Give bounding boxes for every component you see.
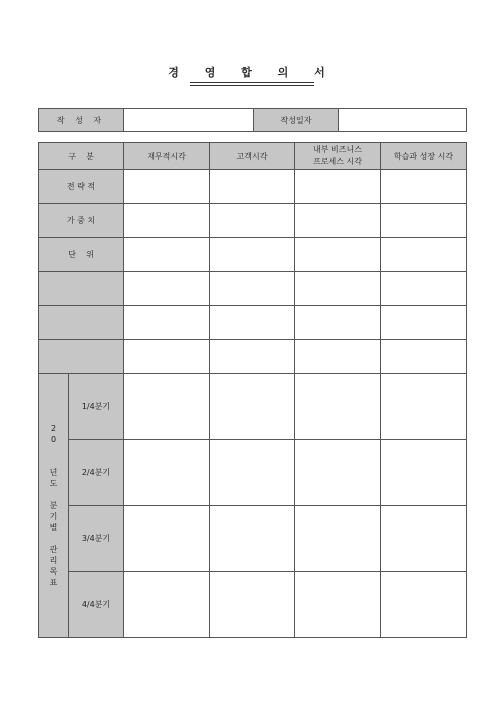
cell[interactable] (381, 238, 467, 272)
cell[interactable] (210, 170, 295, 204)
cell[interactable] (124, 374, 210, 440)
cell[interactable] (381, 306, 467, 340)
cell[interactable] (295, 572, 381, 638)
table-row (39, 374, 467, 440)
title-underline-top (190, 82, 314, 83)
cell[interactable] (295, 272, 381, 306)
quarter-label-q1: 1/4분기 (69, 374, 124, 440)
date-label: 작성일자 (254, 109, 339, 132)
cell[interactable] (381, 340, 467, 374)
header-customer: 고객시각 (210, 143, 295, 170)
quarterly-side-label (39, 374, 69, 638)
document-title: 경 영 합 의 서 (168, 66, 336, 79)
table-row (39, 170, 467, 204)
side-char: 리 (49, 556, 58, 565)
cell[interactable] (295, 170, 381, 204)
cell[interactable] (210, 572, 295, 638)
cell[interactable] (124, 340, 210, 374)
cell[interactable] (295, 506, 381, 572)
header-internal-process (295, 143, 381, 170)
quarter-label-q3: 3/4분기 (69, 506, 124, 572)
row-label-blank (39, 340, 124, 374)
cell[interactable] (124, 204, 210, 238)
cell[interactable] (381, 572, 467, 638)
cell[interactable] (381, 374, 467, 440)
cell[interactable] (295, 238, 381, 272)
quarter-label-q4: 4/4분기 (69, 572, 124, 638)
table-row (39, 506, 467, 572)
side-char: 별 (49, 523, 58, 532)
cell[interactable] (210, 440, 295, 506)
table-row (39, 238, 467, 272)
date-field[interactable] (339, 109, 467, 132)
management-agreement-table (38, 142, 467, 638)
cell[interactable] (295, 440, 381, 506)
table-row (39, 306, 467, 340)
header-learning-growth: 학습과 성장 시각 (381, 143, 467, 170)
row-label-unit: 단 위 (39, 238, 124, 272)
cell[interactable] (381, 272, 467, 306)
side-char: 관 (49, 545, 58, 554)
quarter-label-q2: 2/4분기 (69, 440, 124, 506)
cell[interactable] (210, 272, 295, 306)
row-label-blank (39, 272, 124, 306)
header-financial: 재무적시각 (124, 143, 210, 170)
cell[interactable] (295, 340, 381, 374)
table-row (39, 440, 467, 506)
header-internal-line1: 내부 비즈니스 (313, 145, 362, 154)
header-internal-line2: 프로세스 시각 (313, 157, 362, 166)
cell[interactable] (124, 440, 210, 506)
side-char: 기 (49, 512, 58, 521)
table-row (39, 572, 467, 638)
author-field[interactable] (124, 109, 254, 132)
cell[interactable] (381, 204, 467, 238)
side-char: 도 (49, 479, 58, 488)
side-char: 0 (50, 435, 57, 444)
table-row (39, 204, 467, 238)
cell[interactable] (210, 238, 295, 272)
side-char: 년 (49, 468, 58, 477)
row-label-blank (39, 306, 124, 340)
cell[interactable] (381, 170, 467, 204)
cell[interactable] (124, 306, 210, 340)
title-underline-bottom (190, 85, 314, 86)
cell[interactable] (381, 506, 467, 572)
side-char: 목 (49, 567, 58, 576)
cell[interactable] (210, 340, 295, 374)
row-label-strategic: 전 략 적 (39, 170, 124, 204)
table-row (39, 340, 467, 374)
row-label-weight: 가 중 치 (39, 204, 124, 238)
cell[interactable] (295, 306, 381, 340)
side-char: 2 (50, 424, 57, 433)
cell[interactable] (124, 506, 210, 572)
cell[interactable] (210, 204, 295, 238)
cell[interactable] (210, 374, 295, 440)
author-table (38, 108, 467, 132)
cell[interactable] (295, 374, 381, 440)
header-category: 구 분 (39, 143, 124, 170)
side-char: 표 (49, 578, 58, 587)
cell[interactable] (210, 306, 295, 340)
cell[interactable] (381, 440, 467, 506)
cell[interactable] (124, 572, 210, 638)
cell[interactable] (210, 506, 295, 572)
author-label: 작 성 자 (39, 109, 124, 132)
cell[interactable] (295, 204, 381, 238)
cell[interactable] (124, 238, 210, 272)
cell[interactable] (124, 170, 210, 204)
header-row (39, 143, 467, 170)
table-row (39, 272, 467, 306)
cell[interactable] (124, 272, 210, 306)
side-char: 분 (49, 501, 58, 510)
